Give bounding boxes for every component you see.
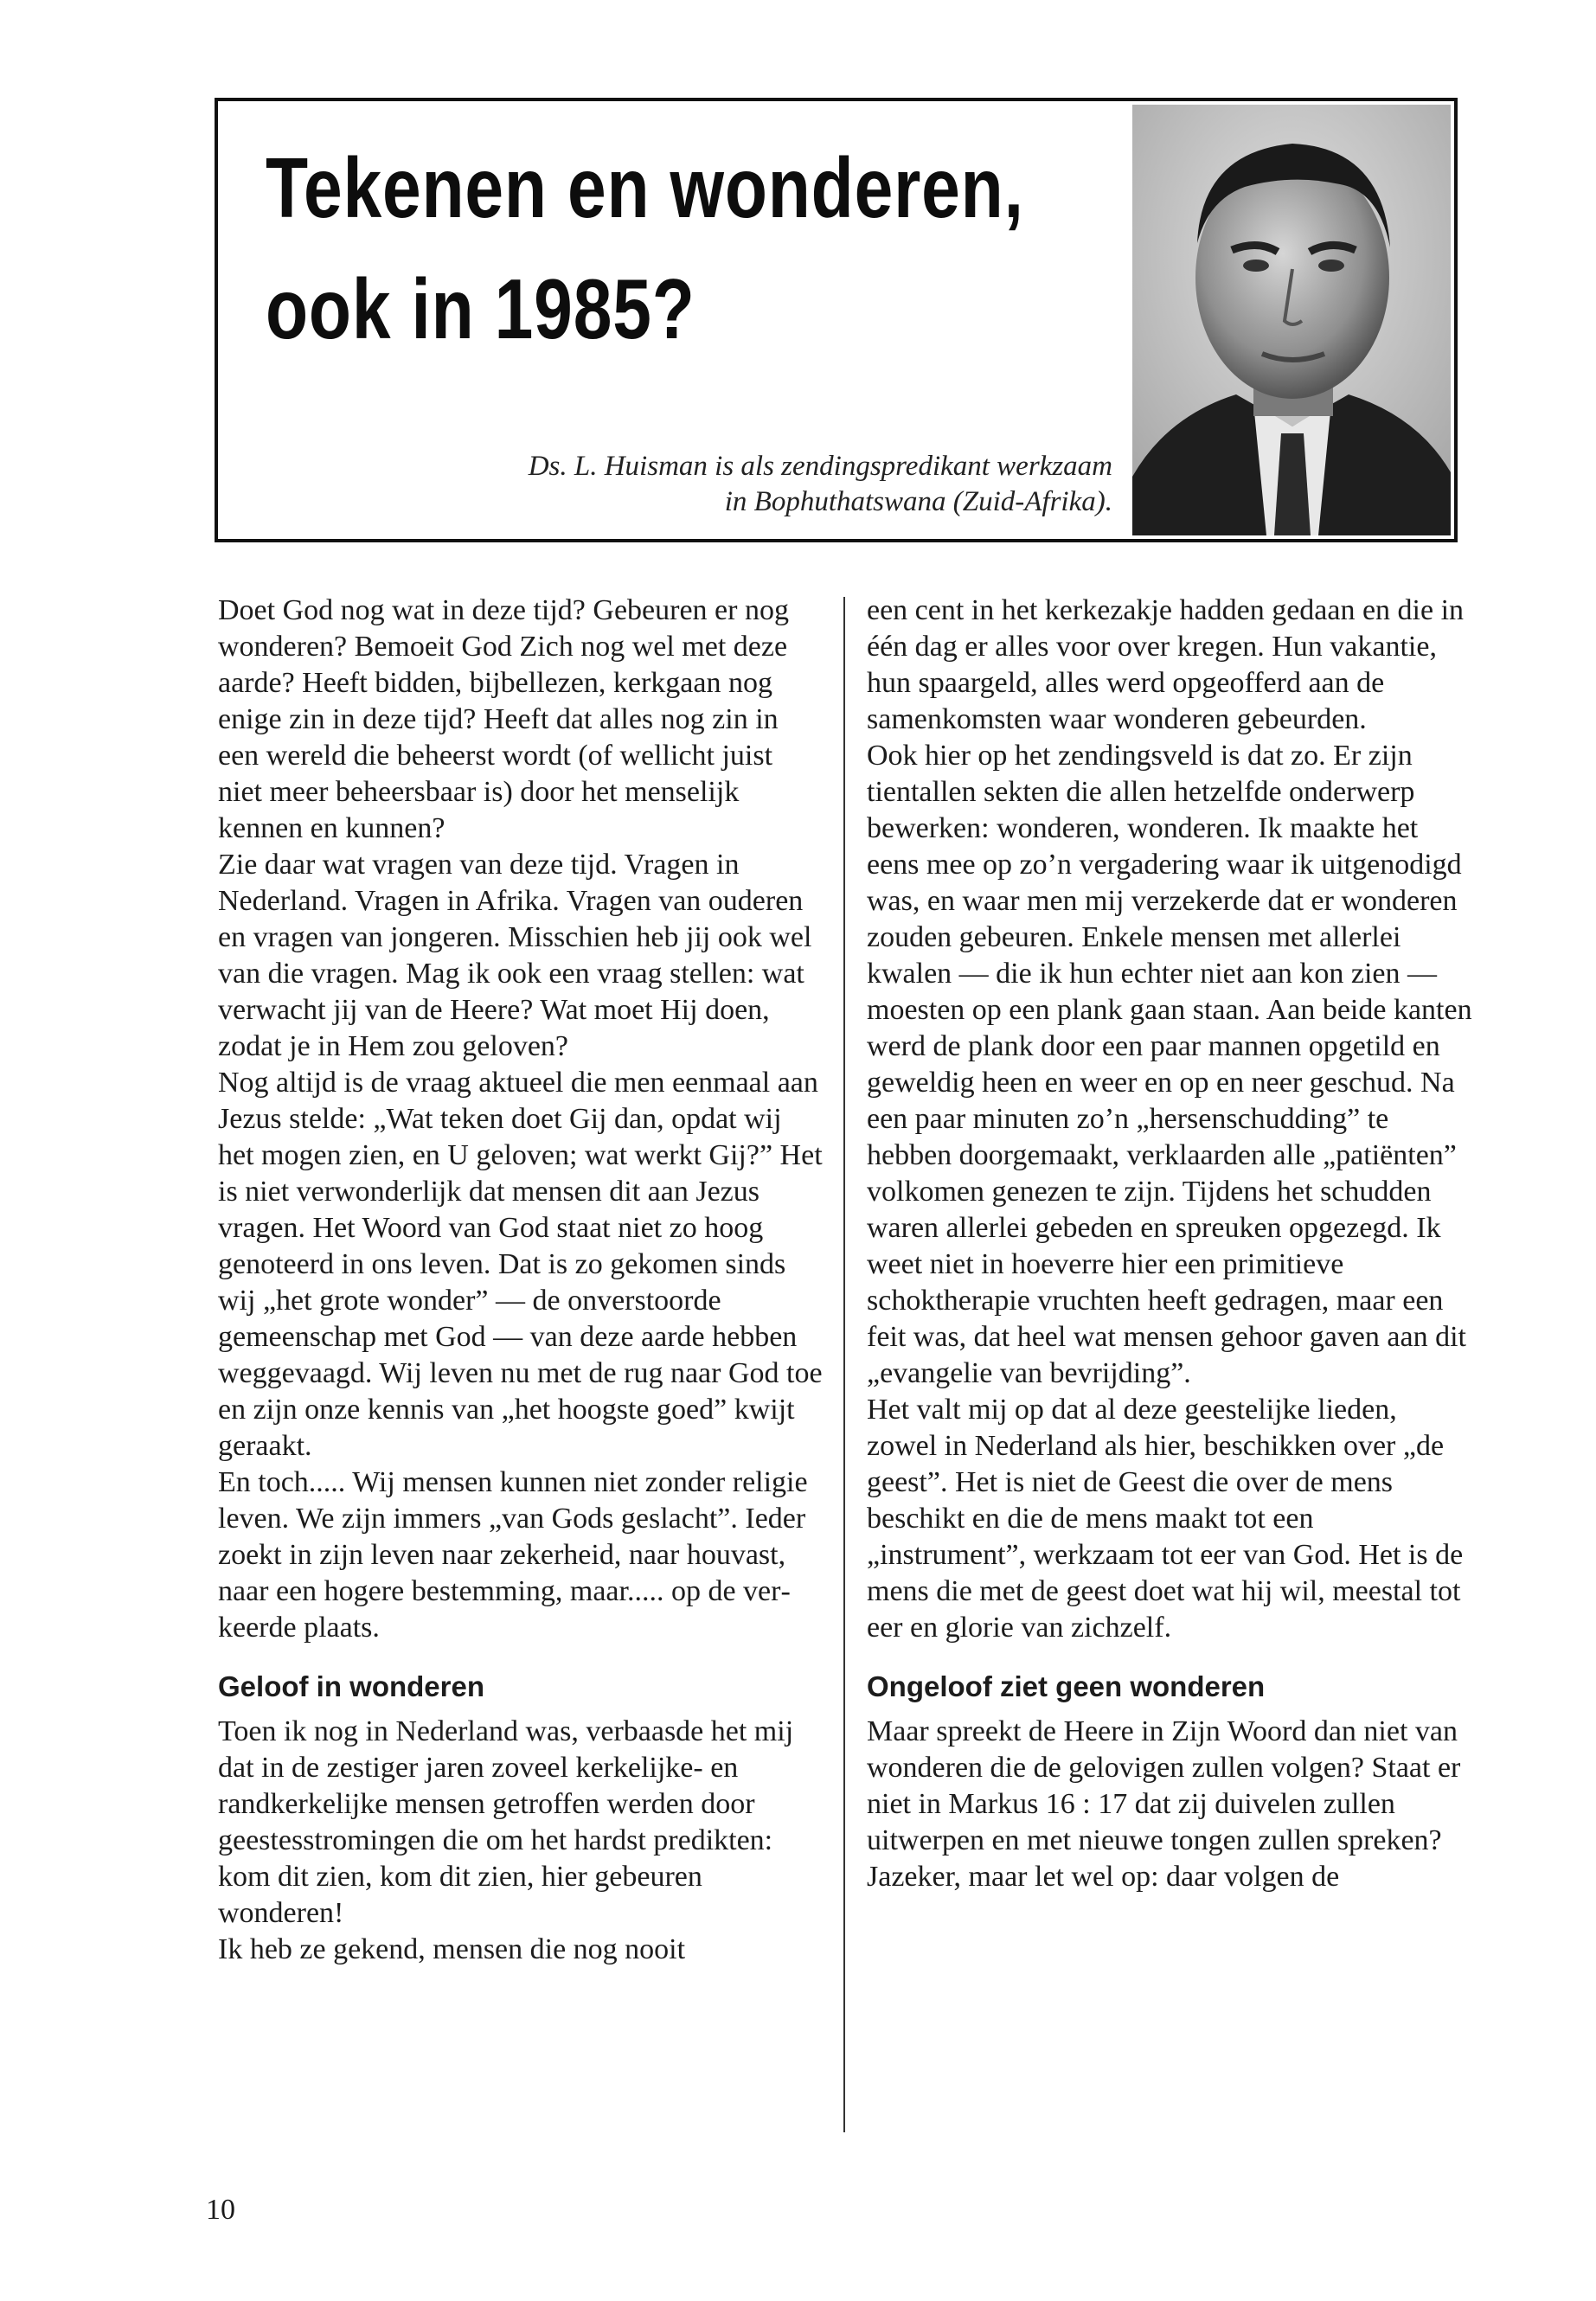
title-line-1: Tekenen en wonderen, [266, 140, 1024, 235]
paragraph: En toch..... Wij mensen kunnen niet zonder religie leven. We zijn immers „van Gods geslacht”. Ieder zoekt in zijn leven naar zekerheid, naar houvast, naar een hogere bestemming, maar..... op de verkeerde plaats. [218, 1466, 808, 1644]
left-column [218, 593, 824, 1968]
title-line-2: ook in 1985? [266, 261, 695, 356]
author-portrait [1132, 105, 1451, 535]
author-byline [529, 449, 1112, 520]
paragraph: Toen ik nog in Nederland was, verbaasde het mij dat in de zestiger jaren zoveel kerkelijke- en randkerkelijke mensen getroffen werden door geestesstromingen die om het hardst predikten: kom dit zien, kom dit zien, hier gebeuren wonderen! [218, 1715, 794, 1929]
byline-line-2: in Bophuthatswana (Zuid-Afrika). [724, 486, 1112, 517]
byline-line-1: Ds. L. Huisman is als zendingspredikant werkzaam [528, 451, 1112, 482]
paragraph: een cent in het kerkezakje hadden gedaan en die in één dag er alles voor over kregen. Hun vakantie, hun spaargeld, alles werd opgeofferd aan de samenkomsten waar wonderen gebeurden. [867, 594, 1465, 735]
page-number: 10 [206, 2194, 235, 2226]
paragraph: Jazeker, maar let wel op: daar volgen de [867, 1861, 1340, 1893]
paragraph: Ik heb ze gekend, mensen die nog nooit [218, 1933, 686, 1965]
section-heading-geloof: Geloof in wonderen [218, 1670, 485, 1702]
paragraph: Het valt mij op dat al deze geestelijke lieden, zowel in Nederland als hier, beschikken over „de geest”. Het is niet de Geest die over de mens beschikt en die de mens maakt tot een „instrument”, werkzaam tot eer van God. Het is de mens die met de geest doet wat hij wil, meestal tot eer en glorie van zichzelf. [867, 1394, 1464, 1644]
paragraph: Maar spreekt de Heere in Zijn Woord dan niet van wonderen die de gelovigen zullen volgen? Staat er niet in Markus 16 : 17 dat zij duivelen zullen uitwerpen en met nieuwe tongen zullen spreken? [867, 1715, 1461, 1856]
right-column [867, 593, 1472, 1895]
paragraph: Nog altijd is de vraag aktueel die men eenmaal aan Jezus stelde: „Wat teken doet Gij dan, opdat wij het mogen zien, en U geloven; wat werkt Gij?” Het is niet verwonderlijk dat mensen dit aan Jezus vragen. Het Woord van God staat niet zo hoog genoteerd in ons leven. Dat is zo gekomen sinds wij „het grote wonder” — de onverstoorde gemeenschap met God — van deze aarde hebben weggevaagd. Wij leven nu met de rug naar God toe en zijn onze kennis van „het hoogste goed” kwijt geraakt. [218, 1067, 823, 1462]
paragraph: Doet God nog wat in deze tijd? Gebeuren er nog wonderen? Bemoeit God Zich nog wel met deze aarde? Heeft bidden, bijbellezen, kerkgaan nog enige zin in deze tijd? Heeft dat alles nog zin in een wereld die beheerst wordt (of wellicht juist niet meer beheersbaar is) door het menselijk kennen en kunnen? [218, 594, 789, 844]
article-header [215, 98, 1458, 542]
column-divider [843, 597, 845, 2132]
author-portrait-image [1132, 105, 1451, 535]
section-heading-ongeloof: Ongeloof ziet geen wonderen [867, 1670, 1266, 1702]
paragraph: Ook hier op het zendingsveld is dat zo. Er zijn tientallen sekten die allen hetzelfde onderwerp bewerken: wonderen, wonderen. Ik maakte het eens mee op zo’n vergadering waar ik uitgenodigd was, en waar men mij verzekerde dat er wonderen zouden gebeuren. Enkele mensen met allerlei kwalen — die ik hun echter niet aan kon zien — moesten op een plank gaan staan. Aan beide kanten werd de plank door een paar mannen opgetild en geweldig heen en weer en op en neer geschud. Na een paar minuten zo’n „hersenschudding” te hebben doorgemaakt, verklaarden alle „patiënten” volkomen genezen te zijn. Tijdens het schudden waren allerlei gebeden en spreuken opgezegd. Ik weet niet in hoeverre hier een primitieve schoktherapie vruchten heeft gedragen, maar een feit was, dat heel wat mensen gehoor gaven aan dit „evangelie van bevrijding”. [867, 740, 1472, 1389]
article-title [266, 127, 1024, 369]
paragraph: Zie daar wat vragen van deze tijd. Vragen in Nederland. Vragen in Afrika. Vragen van ouderen en vragen van jongeren. Misschien heb jij ook wel van die vragen. Mag ik ook een vraag stellen: wat verwacht jij van de Heere? Wat moet Hij doen, zodat je in Hem zou geloven? [218, 849, 812, 1062]
